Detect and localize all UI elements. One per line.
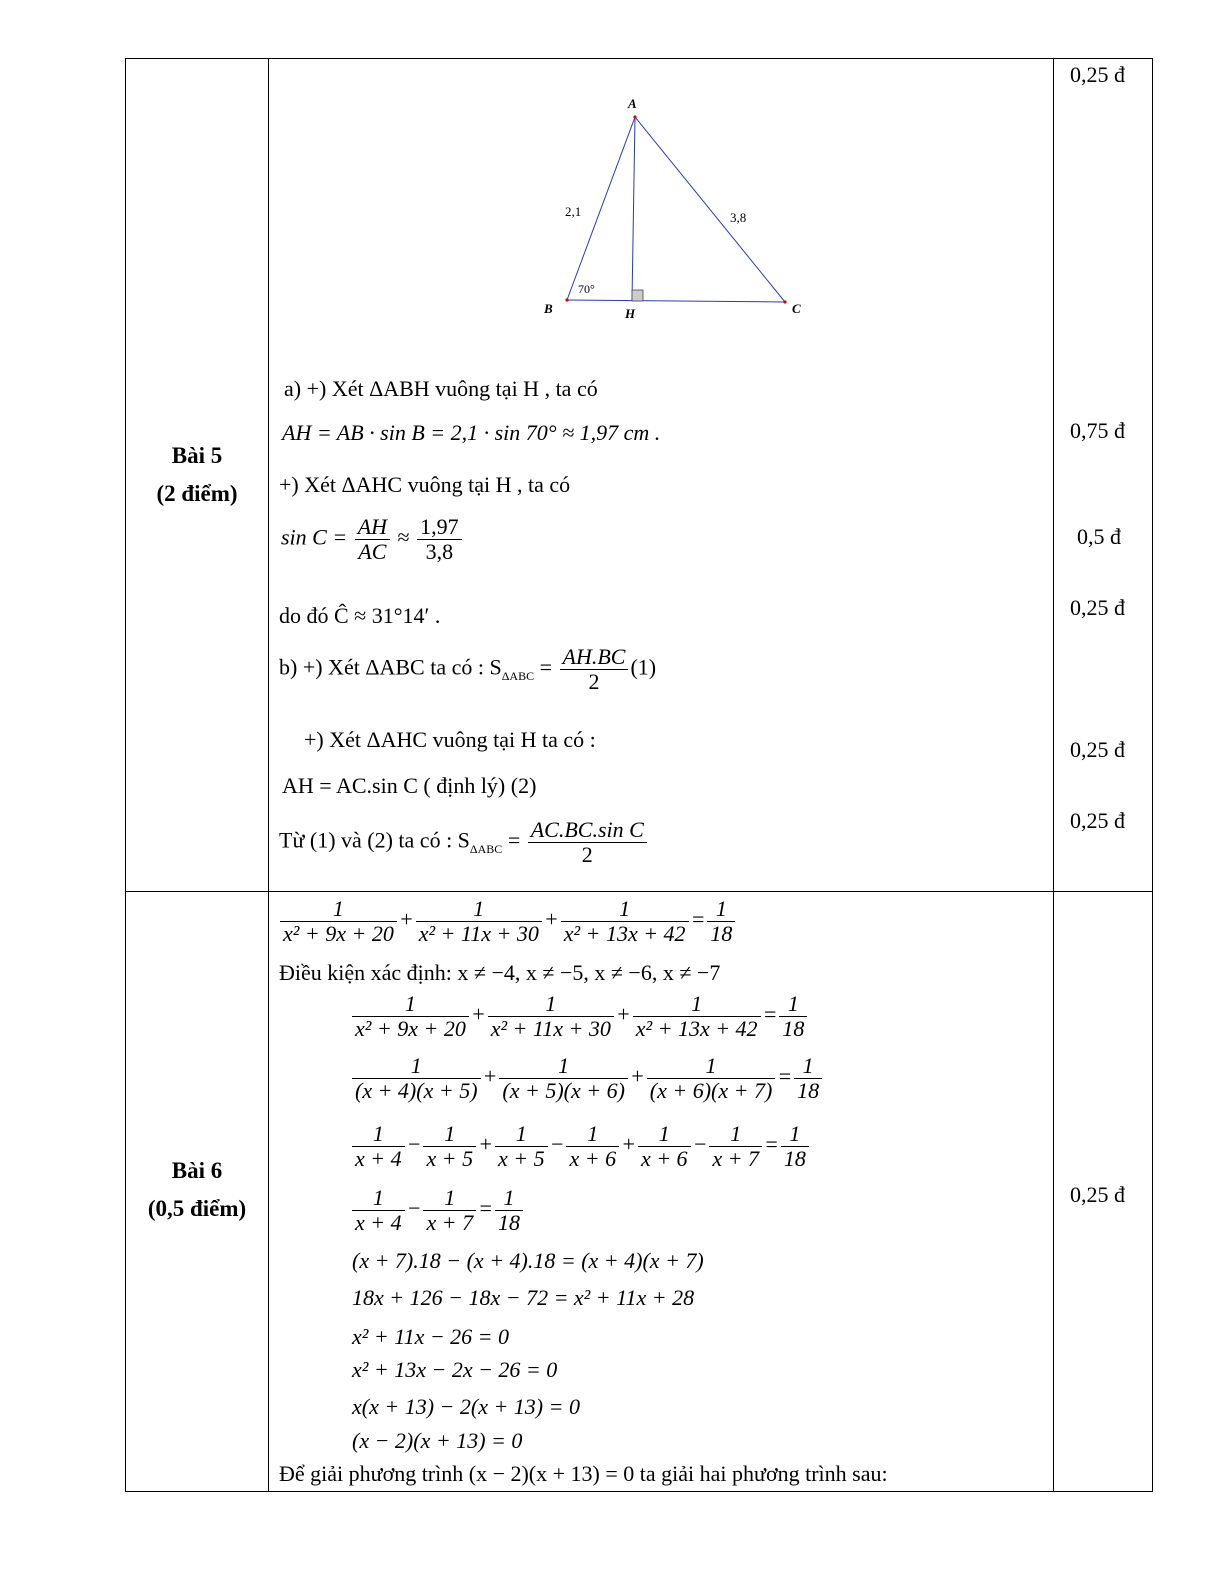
score: 0,75 đ [1070, 418, 1125, 443]
op: + [615, 1001, 631, 1027]
score: 0,25 đ [1070, 808, 1125, 833]
bai6-step-8: x² + 13x − 2x − 26 = 0 [352, 1357, 558, 1382]
table-border-mid [125, 891, 1153, 892]
b1-sub: ΔABC [501, 668, 535, 683]
frac-den: x + 5 [497, 1146, 545, 1171]
vertex-c-label: C [792, 301, 801, 316]
frac-den: x² + 11x + 30 [418, 921, 539, 946]
frac-num: 1 [779, 992, 807, 1017]
frac-den: 18 [497, 1210, 520, 1235]
vertex-h-label: H [625, 306, 636, 321]
bai5-label: Bài 5 [171, 443, 223, 468]
frac-num: 1 [488, 992, 614, 1017]
frac-num: 1 [781, 1122, 809, 1147]
frac-den: AC [358, 539, 387, 564]
bai5-points: (2 điểm) [156, 481, 238, 506]
op: + [478, 1131, 493, 1157]
frac-den: (x + 6)(x + 7) [649, 1078, 773, 1103]
frac-num: 1 [495, 1186, 523, 1211]
frac-num: 1 [499, 1054, 628, 1079]
op: = [690, 906, 706, 932]
table-col-divider-1 [268, 58, 269, 1492]
score: 0,25 đ [1070, 595, 1125, 620]
bai6-label: Bài 6 [171, 1158, 223, 1183]
triangle-figure [530, 90, 820, 325]
frac-den: x + 6 [569, 1146, 617, 1171]
angle-b-label: 70° [578, 282, 595, 296]
sin-c-prefix: sin C = [281, 524, 348, 550]
frac-num: 1 [280, 897, 397, 922]
frac-den: x + 4 [355, 1210, 402, 1235]
frac-den: x² + 9x + 20 [283, 921, 394, 946]
bai6-step-1 [350, 992, 809, 1041]
bai6-equation [278, 897, 737, 946]
frac-num: 1 [416, 897, 542, 922]
bai6-step-9: x(x + 13) − 2(x + 13) = 0 [352, 1394, 580, 1419]
frac-num: 1 [633, 992, 761, 1017]
frac-den: 2 [581, 842, 593, 867]
op: = [478, 1195, 493, 1221]
frac-num: 1 [707, 897, 735, 922]
bai5-b2: +) Xét ΔAHC vuông tại H ta có : [304, 727, 596, 752]
vertex-b-label: B [544, 301, 553, 316]
bai6-points: (0,5 điểm) [147, 1196, 247, 1221]
side-ac-label: 3,8 [730, 210, 747, 225]
op: = [764, 1131, 779, 1157]
table-border-top [125, 58, 1153, 59]
frac-num: 1 [561, 897, 689, 922]
bai6-step-4 [350, 1186, 525, 1235]
frac-den: 18 [710, 921, 733, 946]
score: 0,5 đ [1077, 524, 1121, 549]
frac-num: 1 [709, 1122, 762, 1147]
b4-sub: ΔABC [469, 841, 503, 856]
frac-den: x² + 11x + 30 [490, 1016, 611, 1041]
bai6-step-2 [350, 1054, 824, 1103]
frac-num: 1 [423, 1122, 476, 1147]
op: + [482, 1063, 498, 1089]
frac-num: 1,97 [417, 515, 462, 540]
frac-den: x + 7 [712, 1146, 760, 1171]
bai5-a4 [281, 515, 464, 564]
approx-sign: ≈ [397, 524, 410, 550]
frac-num: 1 [352, 1186, 405, 1211]
frac-den: x + 5 [426, 1146, 474, 1171]
op: + [621, 1131, 636, 1157]
op: = [777, 1063, 793, 1089]
frac-den: x + 6 [640, 1146, 688, 1171]
table-col-divider-2 [1053, 58, 1054, 1492]
bai6-step-3 [350, 1122, 811, 1171]
op: + [398, 906, 414, 932]
score: 0,25 đ [1070, 737, 1125, 762]
bai6-step-10: (x − 2)(x + 13) = 0 [352, 1428, 523, 1453]
bai6-condition: Điều kiện xác định: x ≠ −4, x ≠ −5, x ≠ −6, x ≠ −7 [279, 960, 721, 985]
frac-den: 18 [783, 1146, 806, 1171]
frac-den: 18 [797, 1078, 820, 1103]
frac-den: x² + 13x + 42 [635, 1016, 758, 1041]
frac-den: 3,8 [425, 539, 454, 564]
side-ab-label: 2,1 [565, 204, 582, 219]
frac-den: x² + 13x + 42 [563, 921, 686, 946]
frac-num: 1 [495, 1122, 548, 1147]
bai5-a1: a) +) Xét ΔABH vuông tại H , ta có [284, 376, 598, 401]
frac-num: 1 [638, 1122, 691, 1147]
vertex-a-label: A [628, 96, 637, 111]
frac-den: x² + 9x + 20 [355, 1016, 466, 1041]
op: − [406, 1131, 422, 1157]
frac-num: 1 [352, 1054, 481, 1079]
table-border-right [1152, 58, 1153, 1492]
bai5-a3: +) Xét ΔAHC vuông tại H , ta có [279, 472, 571, 497]
frac-num: 1 [352, 1122, 405, 1147]
op: + [470, 1001, 486, 1027]
bai5-a5: do đó Ĉ ≈ 31°14′ . [279, 603, 441, 628]
bai6-last-line: Để giải phương trình (x − 2)(x + 13) = 0 ta giải hai phương trình sau: [279, 1461, 888, 1486]
frac-num: 1 [794, 1054, 822, 1079]
op: = [762, 1001, 778, 1027]
bai5-b3: AH = AC.sin C ( định lý) (2) [282, 773, 537, 798]
table-border-left [125, 58, 126, 1492]
op: + [543, 906, 559, 932]
op: − [549, 1131, 565, 1157]
bai5-b4 [279, 818, 649, 867]
bai6-step-6: 18x + 126 − 18x − 72 = x² + 11x + 28 [352, 1285, 695, 1310]
bai6-step-5: (x + 7).18 − (x + 4).18 = (x + 4)(x + 7) [352, 1248, 704, 1273]
frac-den: 2 [588, 669, 600, 694]
frac-num: 1 [423, 1186, 476, 1211]
frac-num: 1 [352, 992, 469, 1017]
b4-eq: = [507, 827, 521, 853]
frac-num: 1 [566, 1122, 619, 1147]
frac-den: 18 [782, 1016, 805, 1041]
frac-den: x + 7 [426, 1210, 474, 1235]
bai5-a2: AH = AB · sin B = 2,1 · sin 70° ≈ 1,97 cm . [282, 420, 661, 445]
op: − [406, 1195, 422, 1221]
b1-eq: = [539, 654, 553, 680]
frac-num: AH [355, 515, 390, 540]
frac-den: (x + 5)(x + 6) [502, 1078, 625, 1103]
bai6-step-7: x² + 11x − 26 = 0 [352, 1324, 510, 1349]
frac-num: AC.BC.sin C [528, 818, 647, 843]
frac-num: 1 [647, 1054, 776, 1079]
bai5-b1 [279, 645, 656, 694]
b1-text: b) +) Xét ΔABC ta có : S [279, 654, 502, 680]
frac-den: x + 4 [355, 1146, 402, 1171]
score: 0,25 đ [1070, 1182, 1125, 1207]
op: + [629, 1063, 645, 1089]
table-border-bottom [125, 1491, 1153, 1492]
score: 0,25 đ [1070, 62, 1125, 87]
b4-text: Từ (1) và (2) ta có : S [279, 827, 470, 853]
frac-num: AH.BC [560, 645, 629, 670]
b1-ref: (1) [630, 654, 657, 680]
frac-den: (x + 4)(x + 5) [355, 1078, 478, 1103]
op: − [692, 1131, 708, 1157]
